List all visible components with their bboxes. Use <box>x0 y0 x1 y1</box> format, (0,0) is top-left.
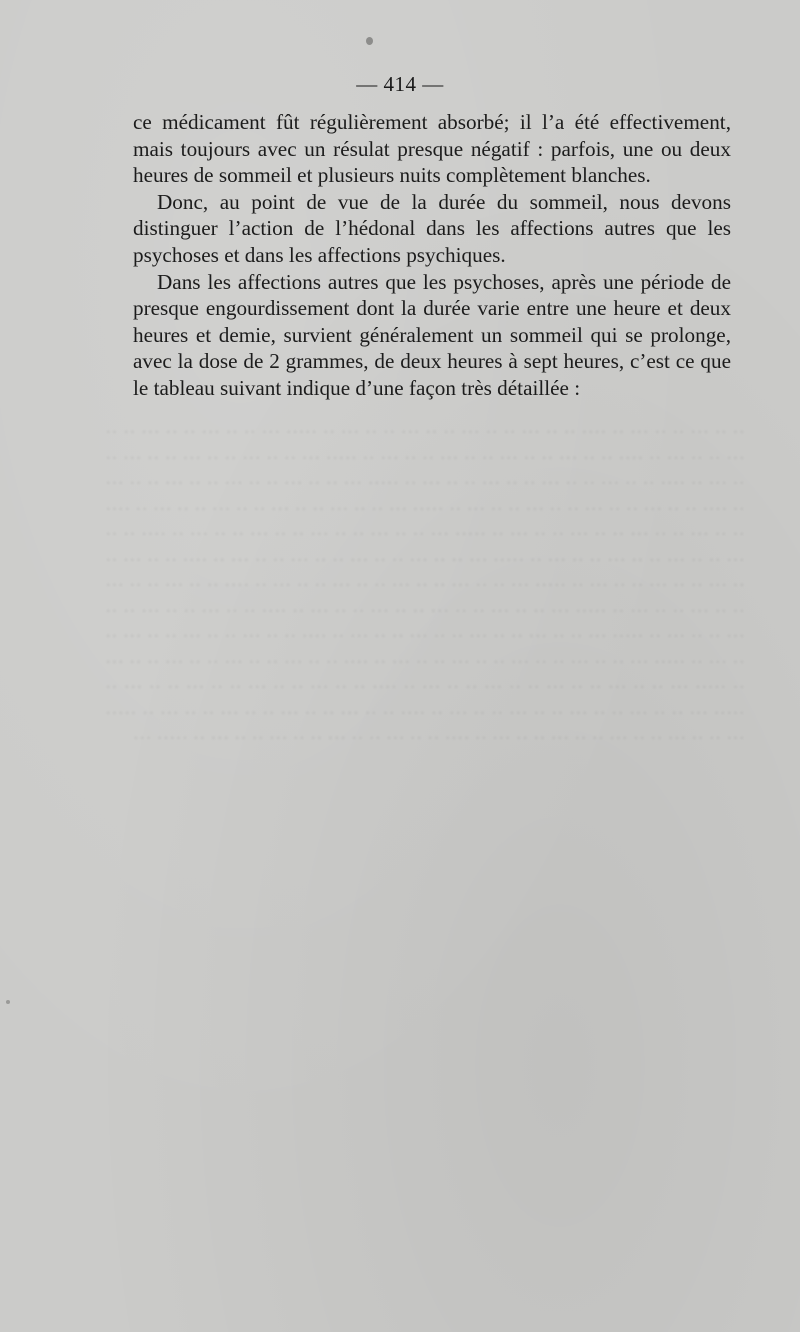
paper-speck <box>6 1000 10 1004</box>
paragraph: ce médicament fût régulièrement absorbé; il l’a été effectivement, mais toujours avec un résulat presque négatif : parfois, une ou deux heures de sommeil et plusieurs nuits complètement blanches. <box>133 110 731 188</box>
body-text <box>133 109 731 402</box>
paragraph: Dans les affections autres que les psychoses, après une période de presque engourdissement dont la durée varie entre une heure et deux heures et demie, survient généralement un sommeil qui se prolonge, avec la dose de 2 grammes, de deux heures à sept heures, c’est ce que le tableau suivant indique d’une façon très détaillée : <box>133 269 731 400</box>
paragraph: Donc, au point de vue de la durée du sommeil, nous devons distinguer l’action de l’hédonal dans les affections autres que les psychoses et dans les affections psychiques. <box>133 189 731 267</box>
page-number: — 414 — <box>356 72 444 96</box>
paper-speck <box>366 37 373 45</box>
show-through-text: ·· ·· ··· ·· ·· ··· ·· ···· ·· ·· ··· ·· ·· ··· ·· ·· ··· ·· ·· ··· ·· ····· ··· ·· ·· ··· ·· ·· ··· ·· ·· ··· ·· ·· ··· ·· ···· ·· ·· ··· ·· ·· ··· ·· ·· ··· ·· ·· ··· ·· ····· ··· ·· ·· ··· ·· ·· ··· ·· ·· ··· ·· ·· ··· ·· ···· ·· ·· ··· ·· ·· ··· ·· ·· ··· ·· ·· ··· ·· ····· ··· ·· ·· ··· ·· ·· ··· ·· ·· ··· ·· ·· ··· ·· ···· ·· ·· ··· ·· ·· ··· ·· ·· ··· ·· ·· ··· ·· ····· ··· ·· ·· ··· ·· ·· ··· ·· ·· ··· ·· ·· ··· ·· ···· ·· ·· ··· ·· ·· ··· ·· ·· ··· ·· ·· ··· ·· ····· ··· ·· ·· ··· ·· ·· ··· ·· ·· ··· ·· ·· ··· ·· ···· ·· ·· ··· ·· ·· ··· ·· ·· ··· ·· ·· ··· ·· ····· ··· ·· ·· ··· ·· ·· ··· ·· ·· ··· ·· ·· ··· ·· ···· ·· ·· ··· ·· ·· ··· ·· ·· ··· ·· ·· ··· ·· ····· ··· ·· ·· ··· ·· ·· ··· ·· ·· ··· ·· ·· ··· ·· ···· ·· ·· ··· ·· ·· ··· ·· ·· ··· ·· ·· ··· ·· ····· ··· ·· ·· ··· ·· ·· ··· ·· ·· ··· ·· ·· ··· ·· ···· ·· ·· ··· ·· ·· ··· ·· ·· ··· ·· ·· ··· ·· ····· ··· ·· ·· ··· ·· ·· ··· ·· ·· ··· ·· ·· ··· ·· ···· ·· ·· ··· ·· ·· ··· ·· ·· ··· ·· ·· ··· ·· ····· ··· ·· ·· ··· ·· ·· ··· ·· ·· ··· ·· ·· ··· ·· ···· ·· ·· ··· ·· ·· ··· ·· ·· ··· ·· ·· ··· ·· ····· ··· ·· ·· ··· ·· ·· ··· ·· ·· ··· ·· ·· ··· ·· ···· ·· ·· ··· ·· ·· ··· ·· ·· ··· ·· ·· ··· ·· ····· ··· ·· ·· ··· ·· ·· ··· ·· ·· ··· ·· ·· ··· ·· ···· ·· ·· ··· ·· ·· ··· ·· ·· ··· ·· ·· ··· ·· ····· ··· ·· ·· ··· ·· ·· ··· ·· ·· ··· ·· ·· ··· ·· ···· ·· ·· ··· ·· ·· ··· ·· ·· ··· ·· ·· ··· ·· ····· ··· <box>105 422 745 749</box>
